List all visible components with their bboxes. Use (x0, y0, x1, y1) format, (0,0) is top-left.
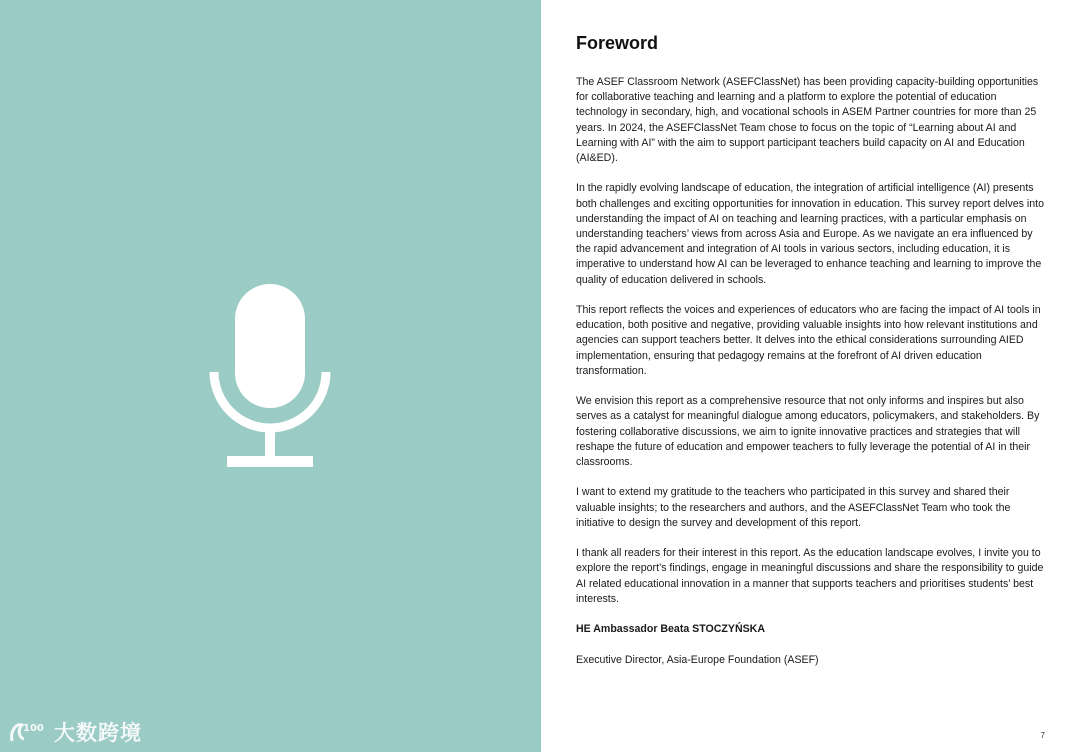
watermark (8, 716, 142, 748)
paragraph: This report reflects the voices and experiences of educators who are facing the impact of AI tools in education, both positive and negative, providing valuable insights into how relevant institutions and agencies can support teachers better. It delves into the ethical considerations surrounding AIED implementation, ensuring that pedagogy remains at the forefront of AI driven education transformation. (576, 304, 1041, 377)
brand-logo-icon (8, 717, 48, 747)
paragraph: We envision this report as a comprehensive resource that not only informs and inspires but also serves as a catalyst for meaningful dialogue among educators, policymakers, and stakeholders. By fostering collaborative discussions, we aim to ignite innovative practices and strategies that will reshape the future of education and empower teachers to fully leverage the potential of AI in their classrooms. (576, 395, 1040, 469)
foreword-body (576, 75, 1048, 683)
content-page (541, 0, 1080, 752)
paragraph: I want to extend my gratitude to the teachers who participated in this survey and shared their valuable insights; to the researchers and authors, and the ASEFClassNet Team who took the initiative to design the survey and development of this report. (576, 486, 1011, 529)
signature-role: Executive Director, Asia-Europe Foundation (ASEF) (576, 653, 819, 666)
paragraph: In the rapidly evolving landscape of education, the integration of artificial intelligence (AI) presents both challenges and exciting opportunities for innovation in education. This survey report delves into understanding the impact of AI on teaching and learning practices, with a particular emphasis on understanding teachers’ views from across Asia and Europe. As we navigate an era influenced by the rapid advancement and integration of AI tools in various sectors, including education, it is imperative to understand how AI can be leveraged to enhance teaching and learning to improve the quality of education delivered in schools. (576, 182, 1044, 286)
watermark-text: 大数跨境 (54, 721, 142, 745)
paragraph: I thank all readers for their interest in this report. As the education landscape evolves, I invite you to explore the report’s findings, engage in meaningful discussions and share the responsibility to guide AI related educational innovation in a manner that supports teachers and prioritises students’ best interests. (576, 547, 1044, 605)
paragraph: The ASEF Classroom Network (ASEFClassNet) has been providing capacity-building opportunities for collaborative teaching and learning and a platform to explore the potential of education technology in secondary, high, and vocational schools in ASEM Partner countries for more than 25 years. In 2024, the ASEFClassNet Team chose to focus on the topic of “Learning about AI and Learning with AI” with the aim to support participant teachers build capacity on AI and Education (AI&ED). (576, 76, 1039, 165)
signature-name: HE Ambassador Beata STOCZYŃSKA (576, 623, 765, 636)
page-number: 7 (1040, 731, 1045, 740)
svg-text:100: 100 (23, 723, 44, 734)
microphone-icon (208, 284, 332, 468)
page-title: Foreword (576, 33, 659, 53)
